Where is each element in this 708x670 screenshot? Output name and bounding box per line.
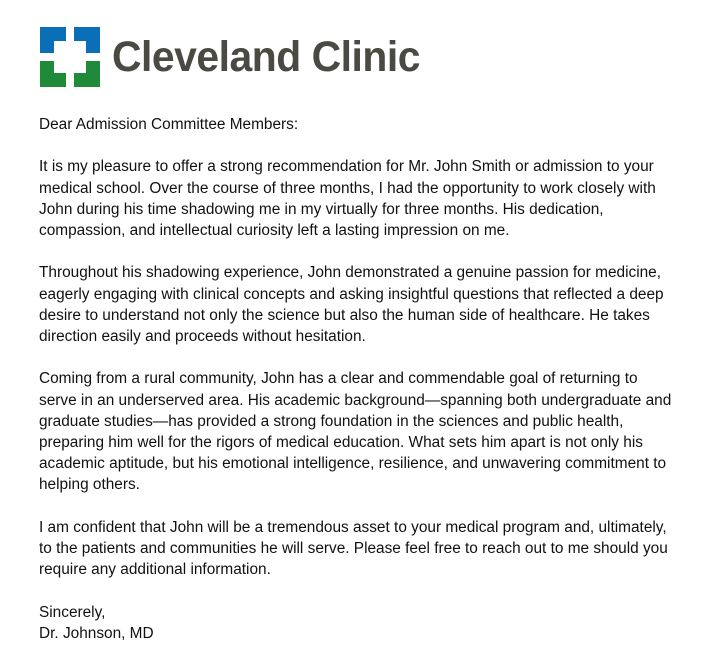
paragraph-1: It is my pleasure to offer a strong recommendation for Mr. John Smith or admission to your medical school. Over the course of three months, I had the opportunity to work closely with John during his time shadowing me in my virtually for three months. His dedication, compassion, and intellectual curiosity left a lasting impression on me. [39,158,656,239]
recommendation-letter [39,114,679,644]
logo-quadrant-top-left [40,27,66,53]
cleveland-clinic-logo [40,27,436,87]
logo-wordmark: Cleveland Clinic [112,32,420,81]
closing: Sincerely, [39,603,106,621]
signature: Dr. Johnson, MD [39,624,154,642]
paragraph-2: Throughout his shadowing experience, John demonstrated a genuine passion for medicine, eagerly engaging with clinical concepts and asking insightful questions that reflected a deep desire to understand not only the science but also the human side of healthcare. He takes direction easily and proceeds without hesitation. [39,264,664,345]
salutation: Dear Admission Committee Members: [39,116,299,133]
paragraph-3: Coming from a rural community, John has a clear and commendable goal of returning to serve in an underserved area. His academic background—spanning both undergraduate and graduate studies—has provided a strong foundation in the sciences and public health, preparing him well for the rigors of medical education. What sets him apart is not only his academic aptitude, but his emotional intelligence, resilience, and unwavering commitment to helping others. [39,370,672,494]
logo-quadrant-bottom-right [74,61,100,87]
cleveland-clinic-mark-icon [40,27,100,87]
logo-quadrant-top-right [74,27,100,53]
paragraph-4: I am confident that John will be a tremendous asset to your medical program and, ultimately, to the patients and communities he will serve. Please feel free to reach out to me should you require any additional information. [39,518,668,579]
logo-quadrant-bottom-left [40,61,66,87]
